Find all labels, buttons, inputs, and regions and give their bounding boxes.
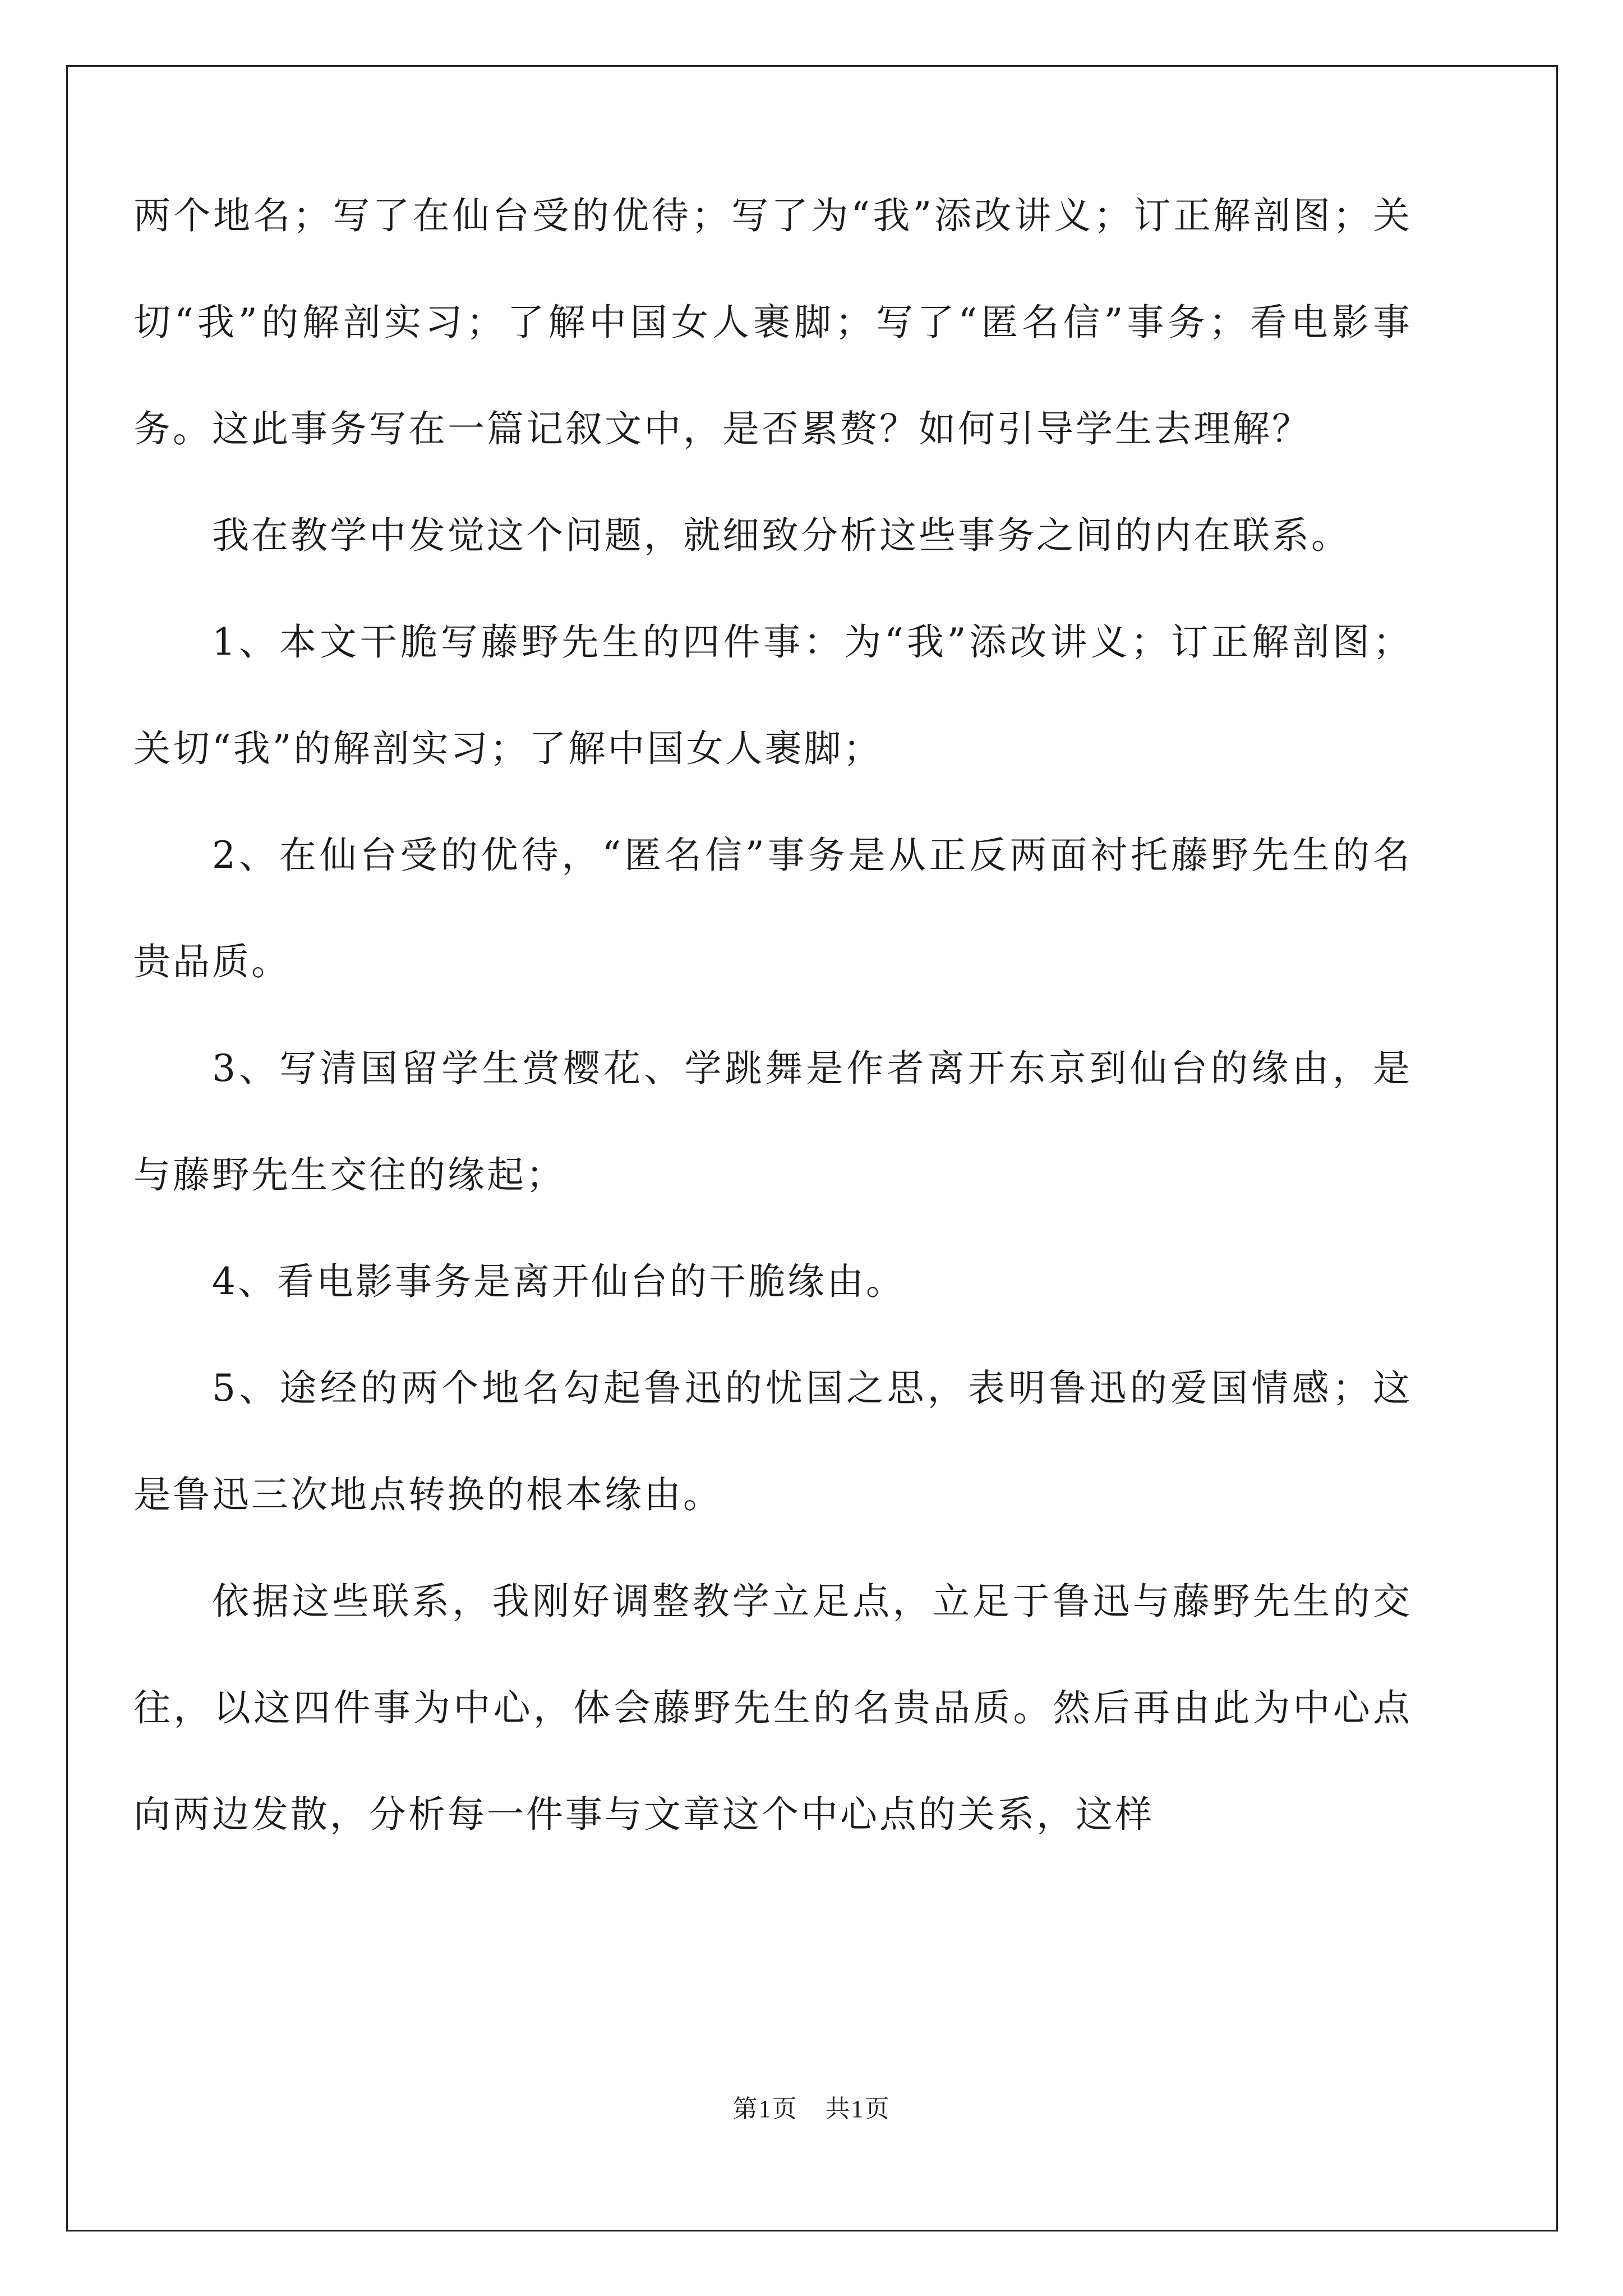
page-number: 第1页 bbox=[732, 2095, 798, 2123]
paragraph-7: 5、途经的两个地名勾起鲁迅的忧国之思，表明鲁迅的爱国情感；这是鲁迅三次地点转换的根本缘由。 bbox=[133, 1366, 1412, 1516]
paragraph-5: 3、写清国留学生赏樱花、学跳舞是作者离开东京到仙台的缘由，是与藤野先生交往的缘起； bbox=[133, 1047, 1412, 1197]
page-footer bbox=[0, 2092, 1623, 2126]
page-total: 共1页 bbox=[825, 2095, 891, 2123]
document-body bbox=[133, 163, 1412, 1868]
paragraph-3: 1、本文干脆写藤野先生的四件事：为“我”添改讲义；订正解剖图；关切“我”的解剖实习；了解中国女人裹脚； bbox=[133, 620, 1412, 770]
paragraph-2: 我在教学中发觉这个问题，就细致分析这些事务之间的内在联系。 bbox=[212, 514, 1350, 557]
paragraph-4: 2、在仙台受的优待，“匿名信”事务是从正反两面衬托藤野先生的名贵品质。 bbox=[133, 834, 1412, 983]
paragraph-6: 4、看电影事务是离开仙台的干脆缘由。 bbox=[212, 1260, 905, 1303]
paragraph-8: 依据这些联系，我刚好调整教学立足点，立足于鲁迅与藤野先生的交往，以这四件事为中心，体会藤野先生的名贵品质。然后再由此为中心点向两边发散，分析每一件事与文章这个中心点的关系，这样 bbox=[133, 1580, 1412, 1836]
paragraph-1: 两个地名；写了在仙台受的优待；写了为“我”添改讲义；订正解剖图；关切“我”的解剖实习；了解中国女人裹脚；写了“匿名信”事务；看电影事务。这此事务写在一篇记叙文中，是否累赘？如何引导学生去理解？ bbox=[133, 194, 1412, 450]
